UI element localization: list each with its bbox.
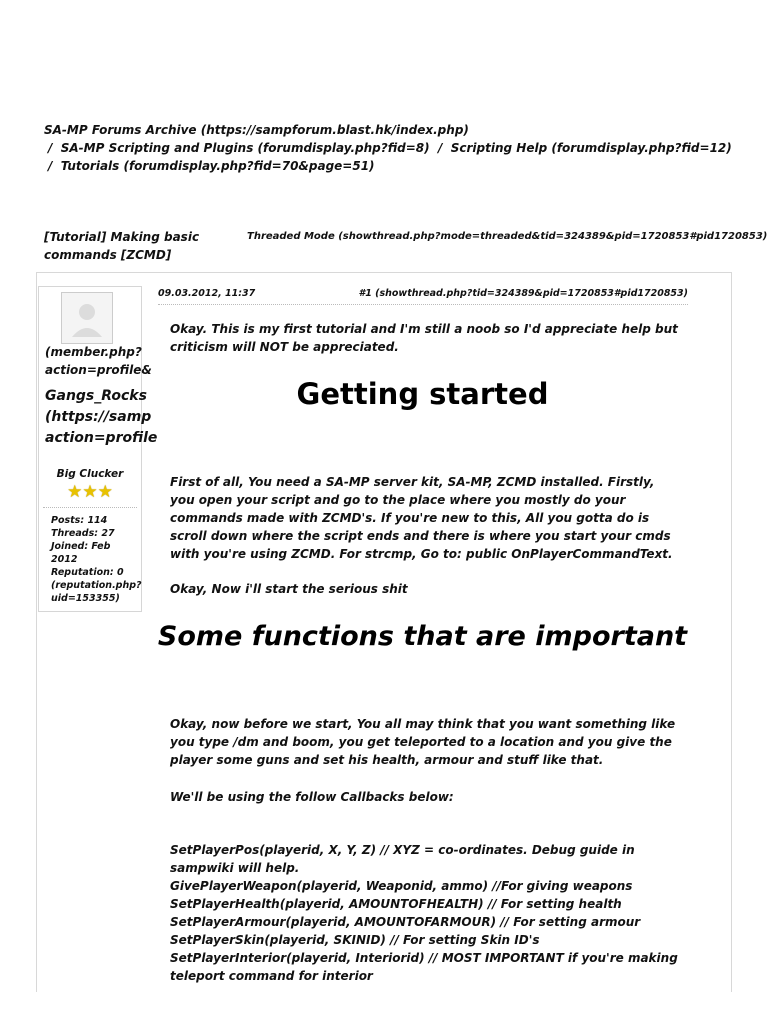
code-line: SetPlayerHealth(playerid, AMOUNTOFHEALTH) // For setting health: [170, 897, 622, 911]
author-posts: Posts: 114: [51, 515, 108, 526]
breadcrumb-tutorials-link[interactable]: Tutorials (forumdisplay.php?fid=70&page=51): [60, 159, 375, 173]
divider: [43, 507, 137, 508]
post-permalink[interactable]: #1 (showthread.php?tid=324389&pid=1720853#pid1720853): [358, 288, 688, 299]
author-profile-link-line1: (member.php?: [45, 345, 142, 359]
code-line: GivePlayerWeapon(playerid, Weaponid, ammo) //For giving weapons: [170, 879, 633, 893]
post-paragraph-3: Okay, now before we start, You all may think that you want something like you type /dm and boom, you get teleported to a location and you give the player some guns and set his health, armour and stuff like that.: [170, 717, 676, 767]
author-profile-link[interactable]: [45, 343, 152, 379]
heading-getting-started: Getting started: [296, 377, 549, 411]
code-line: SetPlayerArmour(playerid, AMOUNTOFARMOUR) // For setting armour: [170, 915, 641, 929]
rank-stars-icon: ★★★: [67, 482, 113, 502]
breadcrumb: [44, 121, 744, 175]
author-joined-line2: 2012: [51, 554, 78, 565]
reputation-link-line1: (reputation.php?: [51, 580, 142, 591]
author-joined-line1: Joined: Feb: [51, 541, 111, 552]
author-sidebar: [38, 286, 158, 612]
author-name-link-line2: action=profile: [45, 430, 158, 446]
user-avatar-icon: [62, 293, 112, 343]
breadcrumb-scripting-link[interactable]: SA-MP Scripting and Plugins (forumdisplay.php?fid=8): [60, 141, 430, 155]
code-block: [170, 841, 682, 985]
author-reputation: Reputation: 0: [51, 567, 124, 578]
author-threads: Threads: 27: [51, 528, 115, 539]
post-intro: Okay. This is my first tutorial and I'm still a noob so I'd appreciate help but criticism will NOT be appreciated.: [170, 322, 678, 354]
code-line: SetPlayerPos(playerid, X, Y, Z) // XYZ = co-ordinates. Debug guide in sampwiki will help.: [170, 843, 635, 875]
post-date: 09.03.2012, 11:37: [158, 288, 256, 299]
breadcrumb-separator: /: [48, 159, 53, 173]
author-name-link-line1: (https://samp: [45, 409, 152, 425]
author-rank: Big Clucker: [56, 468, 124, 480]
author-name: Gangs_Rocks: [45, 388, 147, 404]
heading-important-functions: Some functions that are important: [157, 621, 688, 652]
post-paragraph-4: We'll be using the follow Callbacks below:: [170, 790, 454, 804]
post-paragraph-1: First of all, You need a SA-MP server kit, SA-MP, ZCMD installed. Firstly, you open your script and go to the place where you mostly do your commands made with ZCMD's. If you're new to this, All you gotta do is scroll down where the script ends and there is where you start your cmds with you're using ZCMD. For strcmp, Go to: public OnPlayerCommandText.: [170, 475, 673, 561]
breadcrumb-separator: /: [437, 141, 443, 155]
author-reputation-link[interactable]: [51, 579, 142, 605]
code-line: SetPlayerSkin(playerid, SKINID) // For setting Skin ID's: [170, 933, 540, 947]
avatar[interactable]: [61, 292, 113, 344]
code-line: SetPlayerInterior(playerid, Interiorid) // MOST IMPORTANT if you're making teleport command for interior: [170, 951, 678, 983]
author-name-link[interactable]: [45, 386, 157, 449]
author-stats: [51, 514, 142, 605]
post-header: [158, 286, 688, 305]
reputation-link-line2: uid=153355): [51, 593, 120, 604]
breadcrumb-archive-link[interactable]: SA-MP Forums Archive (https://sampforum.blast.hk/index.php): [44, 123, 469, 137]
threaded-mode-link[interactable]: Threaded Mode (showthread.php?mode=threaded&tid=324389&pid=1720853#pid1720853): [247, 231, 768, 242]
thread-title: [Tutorial] Making basic commands [ZCMD]: [44, 230, 200, 262]
post-paragraph-2: Okay, Now i'll start the serious shit: [170, 582, 408, 596]
breadcrumb-help-link[interactable]: Scripting Help (forumdisplay.php?fid=12): [450, 141, 732, 155]
author-profile-link-line2: action=profile&: [45, 363, 152, 377]
breadcrumb-separator: /: [48, 141, 53, 155]
